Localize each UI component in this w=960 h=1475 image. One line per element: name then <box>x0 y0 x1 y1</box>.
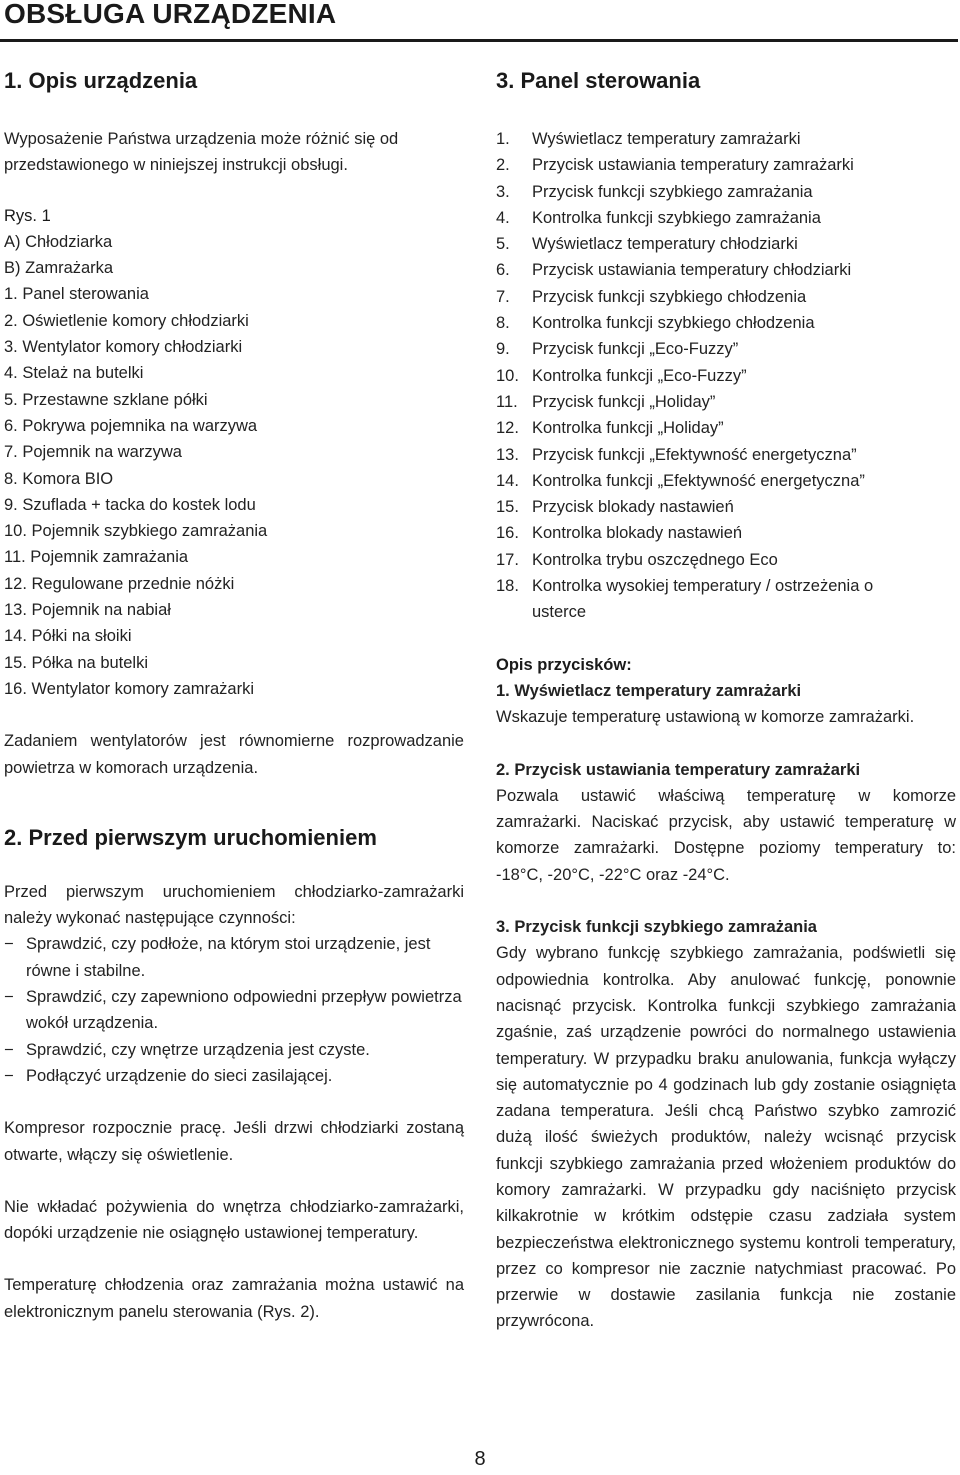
item-number: 18. <box>496 577 519 596</box>
list-item <box>496 389 956 415</box>
list-item <box>496 573 956 626</box>
item-number: 5. <box>496 235 510 254</box>
checklist-text: Sprawdzić, czy zapewniono odpowiedni przepływ powietrza wokół urządzenia. <box>26 988 462 1033</box>
list-item: 11. Pojemnik zamrażania <box>4 548 189 567</box>
item-text: Kontrolka trybu oszczędnego Eco <box>532 550 778 569</box>
checklist-item <box>4 984 464 1037</box>
section1-intro: Wyposażenie Państwa urządzenia może różnić się od przedstawionego w niniejszej instrukcji obsługi. <box>4 130 399 175</box>
item-text: Kontrolka funkcji szybkiego zamrażania <box>532 208 821 227</box>
item-number: 4. <box>496 208 510 227</box>
item-number: 14. <box>496 471 519 490</box>
list-item: 7. Pojemnik na warzywa <box>4 443 182 462</box>
list-item: 14. Półki na słoiki <box>4 627 132 646</box>
letter-item-a: A) Chłodziarka <box>4 232 113 251</box>
control-panel-list <box>496 126 956 626</box>
desc2-title: 2. Przycisk ustawiania temperatury zamrażarki <box>496 760 861 779</box>
item-number: 10. <box>496 366 519 385</box>
desc3-text: Gdy wybrano funkcję szybkiego zamrażania, podświetli się odpowiednia kontrolka. Aby anulować funkcję, ponownie nacisnąć przycisk. Kontrolka funkcji szybkiego zamrażania zgaśnie, zaś urządzenie powróci do normalnego ustawienia temperatury. W przypadku braku anulowania, funkcja wyłączy się automatycznie po 4 godzinach lub gdy zostanie osiągnięta zadana temperatura. Jeśli chcą Państwo szybko zamrozić dużą ilość świeżych produktów, należy wcisnąć przycisk funkcji szybkiego zamrażania przed włożeniem produktów do komory zamrażarki. W przypadku gdy naciśnięto przycisk kilkakrotnie w krótkim odstępie czasu zadziała system bezpieczeństwa elektronicznego systemu kontroli temperatury, przez co kompresor nie zacznie natychmiast pracować. Po przerwie w dostawie zasilania funkcja nie zostanie przywrócona. <box>496 944 956 1331</box>
item-text: Kontrolka wysokiej temperatury / ostrzeżenia o usterce <box>532 577 874 622</box>
item-number: 7. <box>496 287 510 306</box>
item-text: Przycisk ustawiania temperatury zamrażarki <box>532 156 854 175</box>
item-text: Kontrolka funkcji szybkiego chłodzenia <box>532 314 815 333</box>
item-number: 15. <box>496 498 519 517</box>
item-number: 1. <box>496 130 510 148</box>
section2-intro: Przed pierwszym uruchomieniem chłodziarko-zamrażarki należy wykonać następujące czynności: <box>4 882 464 928</box>
list-item <box>496 257 956 283</box>
section3-heading: 3. Panel sterowania <box>496 68 701 93</box>
item-text: Kontrolka funkcji „Eco-Fuzzy” <box>532 366 747 385</box>
dash-mark: − <box>4 988 14 1007</box>
desc3-title: 3. Przycisk funkcji szybkiego zamrażania <box>496 918 817 937</box>
title-rule <box>0 39 958 42</box>
item-number: 11. <box>496 392 518 411</box>
list-item <box>496 284 956 310</box>
right-column <box>496 66 956 1335</box>
list-item <box>496 126 956 152</box>
list-item: 15. Półka na butelki <box>4 653 149 672</box>
desc1-title: 1. Wyświetlacz temperatury zamrażarki <box>496 681 802 700</box>
list-item: 5. Przestawne szklane półki <box>4 390 208 409</box>
checklist-text: Podłączyć urządzenie do sieci zasilającej. <box>26 1066 333 1085</box>
page-title: OBSŁUGA URZĄDZENIA <box>4 0 337 29</box>
list-item <box>496 547 956 573</box>
list-item: 6. Pokrywa pojemnika na warzywa <box>4 416 258 435</box>
letter-list <box>4 229 464 282</box>
list-item <box>496 231 956 257</box>
item-text: Przycisk ustawiania temperatury chłodziarki <box>532 261 852 280</box>
dash-mark: − <box>4 1040 14 1059</box>
list-item <box>496 363 956 389</box>
list-item: 12. Regulowane przednie nóżki <box>4 574 235 593</box>
letter-item-b: B) Zamrażarka <box>4 259 114 278</box>
list-item: 2. Oświetlenie komory chłodziarki <box>4 311 249 330</box>
item-text: Wyświetlacz temperatury chłodziarki <box>532 235 798 254</box>
checklist <box>4 931 464 1089</box>
item-number: 3. <box>496 182 510 201</box>
list-item <box>496 494 956 520</box>
list-item <box>496 205 956 231</box>
item-number: 17. <box>496 550 519 569</box>
list-item <box>496 442 956 468</box>
item-text: Przycisk funkcji „Eco-Fuzzy” <box>532 340 739 359</box>
list-item: 1. Panel sterowania <box>4 285 149 304</box>
section1-heading: 1. Opis urządzenia <box>4 68 198 93</box>
page-number: 8 <box>474 1448 486 1470</box>
item-text: Przycisk funkcji szybkiego chłodzenia <box>532 287 807 306</box>
list-item: 10. Pojemnik szybkiego zamrażania <box>4 522 268 541</box>
parts-list <box>4 281 464 702</box>
dash-mark: − <box>4 935 14 954</box>
list-item: 3. Wentylator komory chłodziarki <box>4 338 243 357</box>
item-text: Wyświetlacz temperatury zamrażarki <box>532 130 801 148</box>
fans-note: Zadaniem wentylatorów jest równomierne rozprowadzanie powietrza w komorach urządzenia. <box>4 732 464 777</box>
list-item <box>496 336 956 362</box>
figure-label: Rys. 1 <box>4 206 51 225</box>
list-item: 8. Komora BIO <box>4 469 114 488</box>
dash-mark: − <box>4 1066 14 1085</box>
list-item <box>496 520 956 546</box>
list-item <box>496 468 956 494</box>
item-text: Kontrolka blokady nastawień <box>532 524 743 543</box>
list-item: 13. Pojemnik na nabiał <box>4 601 171 620</box>
item-text: Przycisk funkcji „Holiday” <box>532 392 716 411</box>
checklist-item <box>4 1063 464 1089</box>
list-item <box>496 152 956 178</box>
list-item: 16. Wentylator komory zamrażarki <box>4 679 255 698</box>
compressor-note: Kompresor rozpocznie pracę. Jeśli drzwi chłodziarki zostaną otwarte, włączy się oświetlenie. <box>4 1119 464 1164</box>
item-text: Przycisk funkcji „Efektywność energetyczna” <box>532 445 857 464</box>
checklist-text: Sprawdzić, czy podłoże, na którym stoi urządzenie, jest równe i stabilne. <box>26 935 431 980</box>
food-warning: Nie wkładać pożywienia do wnętrza chłodziarko-zamrażarki, dopóki urządzenie nie osiągnęło ustawionej temperatury. <box>4 1197 464 1243</box>
item-number: 12. <box>496 419 519 438</box>
list-item <box>496 415 956 441</box>
item-number: 9. <box>496 340 510 359</box>
section2-heading: 2. Przed pierwszym uruchomieniem <box>4 824 377 850</box>
list-item: 9. Szuflada + tacka do kostek lodu <box>4 495 256 514</box>
item-number: 13. <box>496 445 519 464</box>
checklist-item <box>4 1037 464 1063</box>
item-text: Kontrolka funkcji „Efektywność energetyczna” <box>532 471 865 490</box>
item-text: Przycisk funkcji szybkiego zamrażania <box>532 182 813 201</box>
item-text: Przycisk blokady nastawień <box>532 498 734 517</box>
left-column <box>4 66 464 1325</box>
item-number: 6. <box>496 261 510 280</box>
item-number: 16. <box>496 524 519 543</box>
item-number: 8. <box>496 314 510 333</box>
list-item: 4. Stelaż na butelki <box>4 364 144 383</box>
checklist-text: Sprawdzić, czy wnętrze urządzenia jest czyste. <box>26 1040 370 1059</box>
temperature-setting-note: Temperaturę chłodzenia oraz zamrażania można ustawić na elektronicznym panelu sterowania (Rys. 2). <box>4 1276 464 1321</box>
item-number: 2. <box>496 156 510 175</box>
desc1-text: Wskazuje temperaturę ustawioną w komorze zamrażarki. <box>496 708 915 727</box>
desc2-text: Pozwala ustawić właściwą temperaturę w komorze zamrażarki. Naciskać przycisk, aby ustawić temperaturę w komorze zamrażarki. Dostępne poziomy temperatury to: -18°C, -20°C, -22°C oraz -24°C. <box>496 786 956 884</box>
checklist-item <box>4 931 464 984</box>
list-item <box>496 310 956 336</box>
item-text: Kontrolka funkcji „Holiday” <box>532 419 724 438</box>
list-item <box>496 179 956 205</box>
buttons-description-heading: Opis przycisków: <box>496 655 632 674</box>
